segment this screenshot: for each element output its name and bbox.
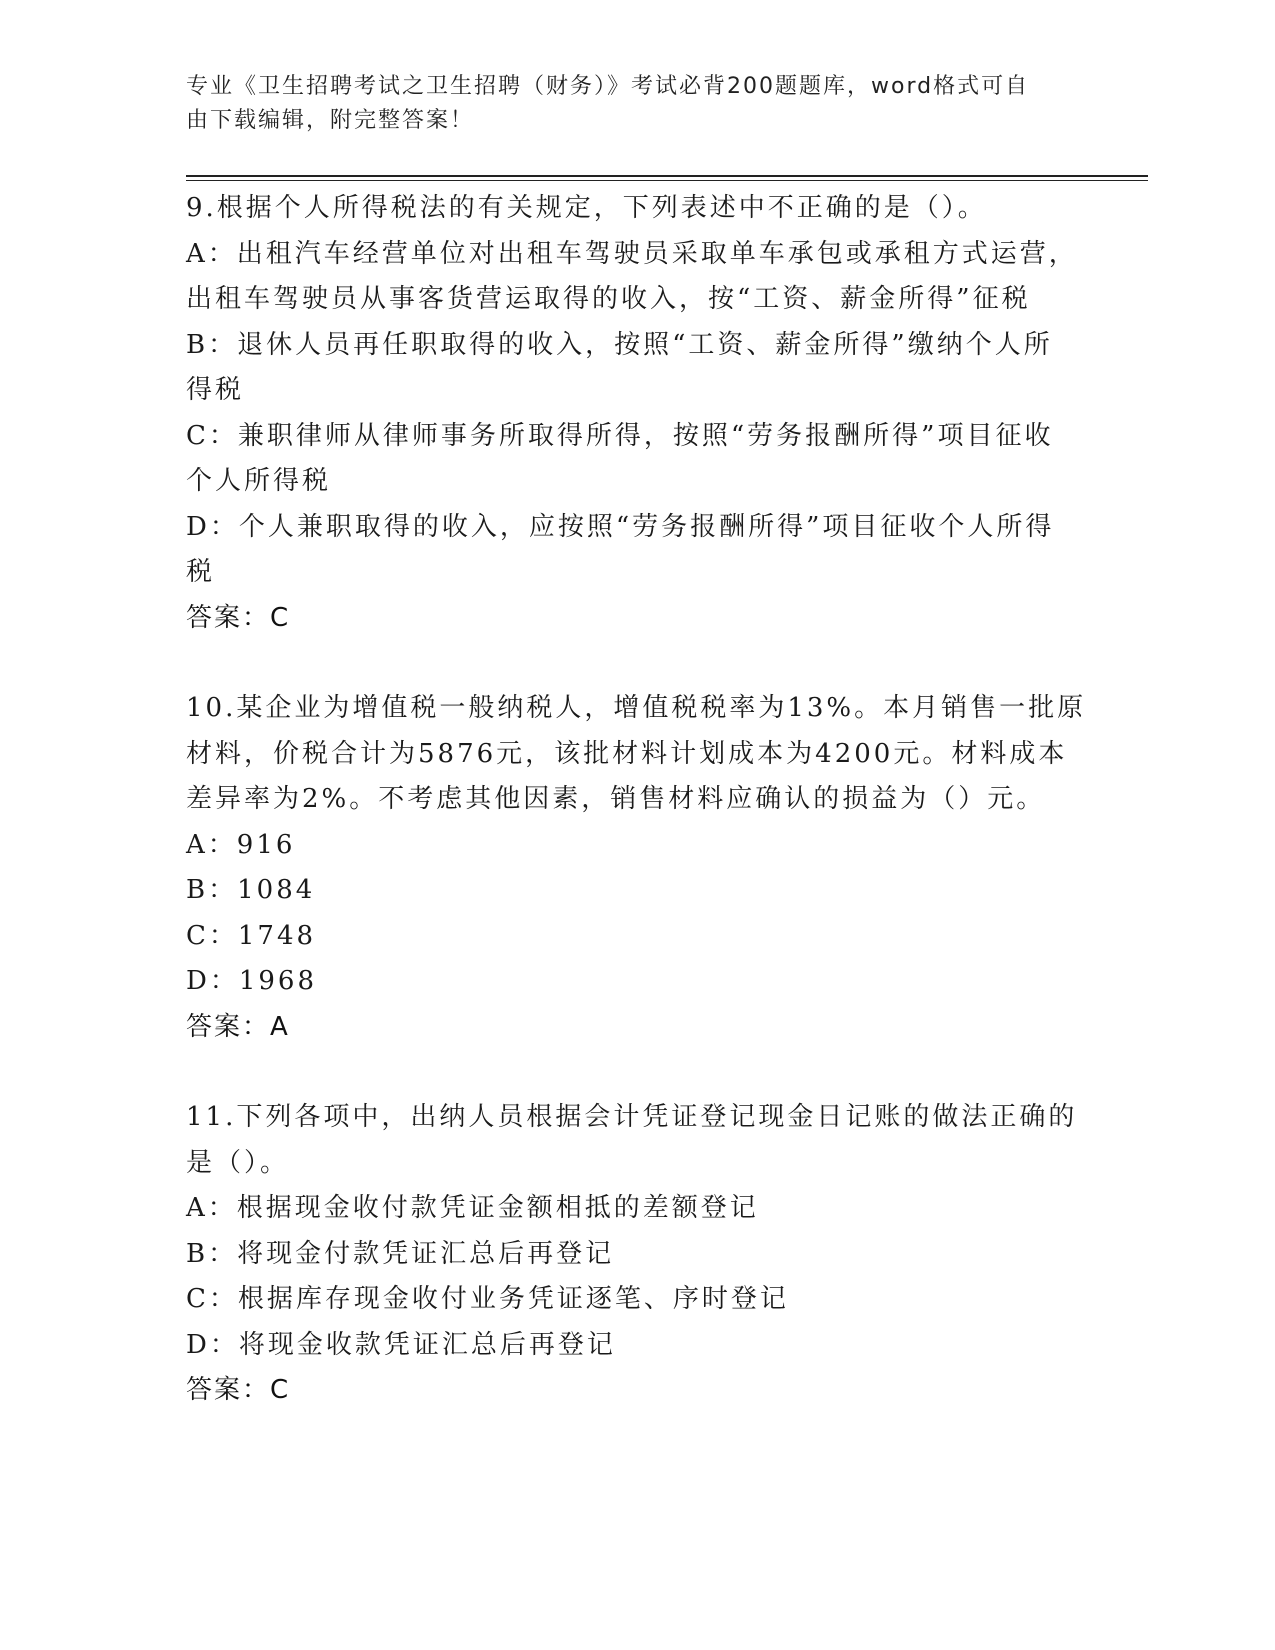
- question-stem: 9.根据个人所得税法的有关规定，下列表述中不正确的是（）。: [186, 193, 987, 223]
- option-c: C：根据库存现金收付业务凭证逐笔、序时登记: [186, 1284, 789, 1314]
- option-c-continued: 个人所得税: [186, 466, 332, 496]
- question-list: [186, 186, 1087, 1459]
- question-9: [186, 186, 1076, 641]
- option-c: C：1748: [186, 920, 317, 951]
- option-d: D：个人兼职取得的收入，应按照“劳务报酬所得”项目征收个人所得: [186, 511, 1055, 542]
- option-b: B：1084: [186, 875, 316, 905]
- header-divider: [186, 175, 1148, 181]
- question-stem: 11.下列各项中，出纳人员根据会计凭证登记现金日记账的做法正确的: [186, 1102, 1078, 1132]
- option-d: D：将现金收款凭证汇总后再登记: [186, 1329, 616, 1360]
- question-10: [186, 686, 1087, 1050]
- option-a-continued: 出租车驾驶员从事客货营运取得的收入，按“工资、薪金所得”征税: [186, 284, 1031, 314]
- option-b: B：退休人员再任职取得的收入，按照“工资、薪金所得”缴纳个人所: [186, 329, 1053, 360]
- question-stem: 10.某企业为增值税一般纳税人，增值税税率为13%。本月销售一批原: [186, 693, 1087, 723]
- question-stem-continued: 材料，价税合计为5876元，该批材料计划成本为4200元。材料成本: [186, 738, 1068, 769]
- option-a: A：916: [186, 829, 296, 860]
- answer: 答案：A: [186, 1011, 290, 1042]
- divider-thick-line: [186, 175, 1148, 177]
- option-c: C：兼职律师从律师事务所取得所得，按照“劳务报酬所得”项目征收: [186, 420, 1054, 451]
- answer: 答案：C: [186, 602, 291, 633]
- question-stem-continued: 差异率为2%。不考虑其他因素，销售材料应确认的损益为（）元。: [186, 784, 1046, 814]
- option-b: B：将现金付款凭证汇总后再登记: [186, 1238, 615, 1269]
- option-a: A：出租汽车经营单位对出租车驾驶员采取单车承包或承租方式运营，: [186, 238, 1078, 269]
- question-stem-continued: 是（）。: [186, 1147, 290, 1178]
- option-a: A：根据现金收付款凭证金额相抵的差额登记: [186, 1193, 759, 1223]
- header-line-1: 专业《卫生招聘考试之卫生招聘（财务）》考试必背200题题库，word格式可自: [186, 74, 1030, 99]
- document-header: [186, 70, 1066, 138]
- answer: 答案：C: [186, 1375, 291, 1405]
- question-11: [186, 1095, 1076, 1414]
- option-d-continued: 税: [186, 557, 216, 587]
- divider-thin-line: [186, 180, 1148, 181]
- option-d: D：1968: [186, 966, 318, 996]
- header-line-2: 由下载编辑，附完整答案！: [186, 108, 475, 133]
- option-b-continued: 得税: [186, 375, 245, 405]
